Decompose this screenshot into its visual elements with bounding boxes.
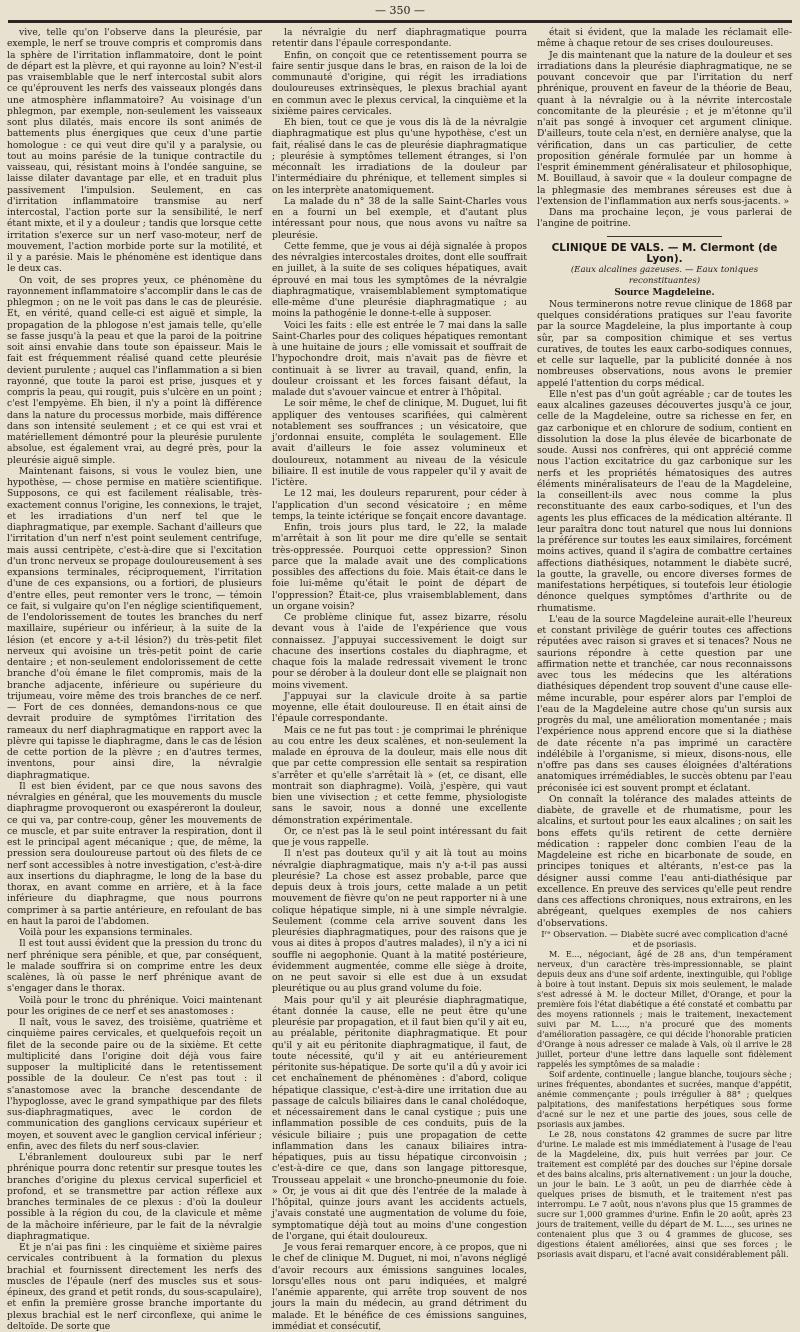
paragraph: On voit, de ses propres yeux, ce phénomène du rayonnement inflammatoire s'accomplir dans le cas de phlegmon ; on ne le voit pas dans le cas de pleurésie. Et, en vérité, quand celle-ci est aiguë et simple, la propagation de la phlogose n'est jamais telle, qu'elle se fasse jusqu'à la peau et que la paroi de la poitrine soit ainsi envahie dans toute son épaisseur. Mais le fait est fréquemment réalisé quand cette pleurésie devient purulente ; auquel cas l'inflammation a si bien rayonné, que toute la paroi est prise, jusques et y compris la peau, qui rougit, puis s'ulcère en un point ; c'est l'empyème. Eh bien, il n'y a point là différence dans la nature du processus morbide, mais différence dans son intensité seulement ; et ce qui est vrai et matériellement démontré pour la pleurésie purulente absolue, est également vrai, au degré près, pour la pleurésie aiguë simple. xyxy=(7,274,262,466)
paragraph: Enfin, trois jours plus tard, le 22, la malade m'arrêtait à son lit pour me dire qu'elle se sentait très-oppressée. Pourquoi cette oppression? Sinon parce que la malade avait une des complications possibles des affections du foie. Mais était-ce dans le foie lui-même qu'était le point de départ de l'oppression? Était-ce, plus vraisemblablement, dans un organe voisin? xyxy=(272,522,527,612)
paragraph: Il naît, vous le savez, des troisième, quatrième et cinquième paires cervicales, et quelquefois reçoit un filet de la seconde paire ou de la sixième. Et cette multiplicité dans l'origine doit déjà vous faire supposer la multiplicité dans le retentissement possible de la douleur. Ce n'est pas tout : il s'anastomose avec la branche descendante de l'hypoglosse, avec le grand sympathique par des filets sus-diaphragmatiques, avec le cordon de communication des ganglions cervicaux supérieur et moyen, et souvent avec le ganglion cervical inférieur ; enfin, avec des filets du nerf sous-clavier. xyxy=(7,1017,262,1152)
paragraph: Or, ce n'est pas là le seul point intéressant du fait que je vous rappelle. xyxy=(272,825,527,848)
paragraph: Voilà pour le tronc du phrénique. Voici maintenant pour les origines de ce nerf et ses anastomoses : xyxy=(7,994,262,1017)
section-title: Source Magdeleine. xyxy=(614,287,715,298)
observation-paragraph: Soif ardente, continuelle ; langue blanche, toujours sèche ; urines fréquentes, abondantes et sucrées, manque d'appétit, anémie commençante ; pouls irrégulier à 88° ; quelques palpitations, des manifestations herpétiques sous forme d'acné sur le nez et une partie des joues, sous celle de psoriasis aux jambes. xyxy=(537,1068,792,1129)
paragraph: Le soir même, le chef de clinique, M. Duguet, lui fit appliquer des ventouses scarifiées, qui calmèrent notablement ses souffrances ; un vésicatoire, que j'ordonnai ensuite, compléta le soulagement. Elle avait d'ailleurs le foie assez volumineux et douloureux, notamment au niveau de la vésicule biliaire. Il est inutile de vous rappeler qu'il y avait de l'ictère. xyxy=(272,398,527,488)
column-left xyxy=(7,27,262,1332)
paragraph: Le 12 mai, les douleurs reparurent, pour céder à l'application d'un second vésicatoire ; en même temps, la teinte ictérique se fonçait encore davantage. xyxy=(272,488,527,522)
paragraph: Il est tout aussi évident que la pression du tronc du nerf phrénique sera pénible, et que, par conséquent, le malade souffrira si on comprime entre les deux scalènes, là où passe le nerf phrénique avant de s'engager dans le thorax. xyxy=(7,938,262,995)
observation-title: Iʳᵉ Observation. — Diabète sucré avec complication d'acné et de psoriasis. xyxy=(541,928,788,949)
paragraph: Voilà pour les expansions terminales. xyxy=(19,927,193,938)
paragraph: Nous terminerons notre revue clinique de 1868 par quelques considérations pratiques sur l'eau favorite par la source Magdeleine, la plus importante à coup sûr, par sa composition chimique et ses vertus curatives, de toutes les eaux carbo-sodiques connues, et celle sur laquelle, par la publicité donnée à nos nombreuses observations, nous avons le premier appelé l'attention du corps médical. xyxy=(537,298,792,389)
paragraph: vive, telle qu'on l'observe dans la pleurésie, par exemple, le nerf se trouve compris et compromis dans la sphère de l'irritation inflammatoire, dont le point de départ est la plèvre, et qui rayonne au loin? N'est-il pas vraisemblable que le nerf intercostal subit alors ce qu'éprouvent les nerfs des vaisseaux plongés dans une atmosphère inflammatoire? Au voisinage d'un phlegmon, par exemple, non-seulement les vaisseaux sont plus dilatés, mais encore ils sont animés de battements plus énergiques que ceux d'une partie homologue : ce qui veut dire qu'il y a paralysie, ou tout au moins parésie de la tunique contractile du vaisseau, qui, résistant moins à l'ondée sanguine, se laisse dilater davantage par elle, et en traduit plus passivement l'impulsion. Seulement, en cas d'irritation inflammatoire transmise au nerf intercostal, l'action porte sur la sensibilité, le nerf étant mixte, et il y a douleur ; tandis que lorsque cette irritation s'exerce sur un nerf vaso-moteur, nerf de mouvement, l'action morbide porte sur la motilité, et il y a parésie. Mais le phénomène est identique dans le deux cas. xyxy=(7,27,262,275)
paragraph: L'eau de la source Magdeleine aurait-elle l'heureux et constant privilège de guérir toutes ces affections réputées avec raison si graves et si tenaces? Nous ne saurions répondre à cette question par une affirmation nette et tranchée, car nous reconnaissons avec tous les médecins que les altérations diathésiques dépendent trop souvent d'une cause elle-même incurable, pour espérer alors par l'emploi de l'eau de la Magdeleine autre chose qu'un sursis aux progrès du mal, une amélioration momentanée ; mais l'expérience nous apprend encore que si la diathèse de date récente n'a pas imprimé un caractère indélébile à l'organisme, si mieux, disons-nous, elle n'offre pas dans ses causes éloignées d'altérations anatomiques irrémédiables, le succès obtenu par l'eau préconisée ici est souvent prompt et éclatant. xyxy=(537,613,792,794)
observation-paragraph: M. E..., négociant, âgé de 28 ans, d'un tempérament nerveux, d'un caractère très-impressionnable, se plaint depuis deux ans d'une soif ardente, inextinguible, qui l'oblige à boire à tout instant. Depuis six mois seulement, le malade s'est adressé à M. le docteur Millet, d'Orange, et pour la première fois l'état diabétique a été constaté et combattu par des moyens rationnels ; mais le traitement, inexactement suivi par M. L...., n'a procuré que des moments d'amélioration passagère, ce qui décide l'honorable praticien d'Orange à nous adresser ce malade à Vals, où il arrive le 28 juillet, porteur d'une lettre dans laquelle sont fidèlement rappelés les symptômes de sa maladie : xyxy=(537,948,792,1069)
paragraph: Et je n'ai pas fini : les cinquième et sixième paires cervicales contribuent à la formation du plexus brachial et fournissent directement les nerfs des muscles de l'épaule (nerf des muscles sus et sous-épineux, des grand et petit ronds, du sous-scapulaire), et enfin la première grosse branche importante du plexus brachial est le nerf circonflexe, qui anime le deltoïde. De sorte que xyxy=(7,1242,262,1332)
paragraph: Elle n'est pas d'un goût agréable ; car de toutes les eaux alcalines gazeuses découvertes jusqu'à ce jour, celle de la Magdeleine, outre sa richesse en fer, en gaz carbonique et en chlorure de sodium, contient en dissolution la dose la plus élevée de bicarbonate de soude. Aussi nos confrères, qui ont apprécié comme nous l'action excitatrice du gaz carbonique sur les nerfs et les propriétés hématosiques des autres éléments minéralisateurs de l'eau de la Magdeleine, la conseillent-ils avec nous comme la plus reconstituante des eaux carbo-sodiques, et l'un des agents les plus efficaces de la médication altérante. Il leur paraîtra donc tout naturel que nous lui donnions la préférence sur toutes les eaux similaires, forcément moins actives, quand il s'agira de combattre certaines affections diathésiques, notamment le diabète sucré, la goutte, la gravelle, ou encore diverses formes de manifestations herpétiques, si toutefois leur étiologie dénonce quelques symptômes d'arthrite ou de rhumatisme. xyxy=(537,388,792,614)
paragraph: On connaît la tolérance des malades atteints de diabète, de gravelle et de rhumatisme, pour les alcalins, et surtout pour les eaux alcalines ; on sait les bons effets qu'ils retirent de cette dernière médication : rappeler donc combien l'eau de la Magdeleine est riche en bicarbonate de soude, en principes toniques et altérants, n'est-ce pas la désigner aussi comme l'eau anti-diathésique par excellence. En preuve des services qu'elle peut rendre dans ces affections chroniques, nous extrairons, en les abrégeant, quelques exemples de nos cahiers d'observations. xyxy=(537,793,792,929)
paragraph: La malade du n° 38 de la salle Saint-Charles vous en a fourni un bel exemple, et d'autant plus intéressant pour nous, que nous avons vu naître sa pleurésie. xyxy=(272,195,527,241)
observation-paragraph: Le 28, nous constatons 42 grammes de sucre par litre d'urine. Le malade est mis immédiatement à l'usage de l'eau de la Magdeleine, dix, puis huit verrées par jour. Ce traitement est complété par des douches sur l'épine dorsale et des bains alcalins, pris alternativement : un jour la douche, un jour le bain. Le 3 août, un peu de diarrhée cède à quelques prises de bismuth, et le traitement n'est pas interrompu. Le 7 août, nous n'avons plus que 15 grammes de sucre sur 1,000 grammes d'urine. Enfin le 20 août, après 23 jours de traitement, veille du départ de M. L...., ses urines ne contenaient plus que 3 ou 4 grammes de glucose, ses digestions étaient améliorées, ainsi que ses forces ; le psoriasis avait disparu, et l'acné avait considérablement pâli. xyxy=(537,1128,792,1259)
paragraph: était si évident, que la malade les réclamait elle-même à chaque retour de ses crises douloureuses. xyxy=(537,27,792,50)
paragraph: Dans ma prochaine leçon, je vous parlerai de l'angine de poitrine. xyxy=(537,207,792,230)
paragraph: L'ébranlement douloureux subi par le nerf phrénique pourra donc retentir sur presque toutes les branches d'origine du plexus cervical superficiel et profond, et se transmettre par action réflexe aux branches terminales de ce plexus : d'où la douleur possible à la région du cou, de la clavicule et même de la mâchoire inférieure, par le fait de la névralgie diaphragmatique. xyxy=(7,1152,262,1242)
paragraph: Il n'est pas douteux qu'il y ait là tout au moins névralgie diaphragmatique, mais n'y a-t-il pas aussi pleurésie? La chose est assez probable, parce que depuis deux à trois jours, cette malade a un petit mouvement de fièvre qu'on ne peut rapporter ni à une colique hépatique simple, ni à une simple névralgie. Seulement (comme cela arrive souvent dans les pleurésies diaphragmatiques, pour des raisons que je vous ai dites à propos d'autres malades), il n'y a ici ni souffle ni aegophonie. Quant à la matité postérieure, évidemment augmentée, comme elle siège à droite, on ne peut savoir si elle est due à un exsudat pleurétique ou au plus grand volume du foie. xyxy=(272,848,527,995)
article-heading: CLINIQUE DE VALS. — M. Clermont (de Lyon). xyxy=(551,241,778,265)
paragraph: la névralgie du nerf diaphragmatique pourra retentir dans l'épaule correspondante. xyxy=(272,27,527,50)
paragraph: Eh bien, tout ce que je vous dis là de la névralgie diaphragmatique est plus qu'une hypothèse, c'est un fait, réalisé dans le cas de pleurésie diaphragmatique ; pleurésie à symptômes tellement étranges, si l'on méconnaît les irradiations de la douleur par l'intermédiaire du phrénique, et tellement simples si on les interprète anatomiquement. xyxy=(272,117,527,196)
header-rule xyxy=(8,20,792,23)
paragraph: J'appuyai sur la clavicule droite à sa partie moyenne, elle était douloureuse. Il en était ainsi de l'épaule correspondante. xyxy=(272,690,527,725)
paragraph: Ce problème clinique fut, assez bizarre, résolu devant vous à l'aide de l'expérience que vous connaissez. J'appuyai successivement le doigt sur chacune des insertions costales du diaphragme, et chaque fois la malade redressait vivement le tronc pour se dérober à la douleur dont elle se plaignait non moins vivement. xyxy=(272,612,527,691)
paragraph: Mais ce ne fut pas tout : je comprimai le phrénique au cou entre les deux scalènes, et non-seulement la malade en éprouva de la douleur, mais elle nous dit que par cette compression elle sentait sa respiration s'arrêter et qu'elle s'arrêtait là » (et, ce disant, elle montrait son diaphragme). Voilà, j'espère, qui vaut bien une vivisection ; et cette femme, physiologiste sans le savoir, nous a donné une excellente démonstration expérimentale. xyxy=(272,724,527,826)
paragraph: Enfin, on conçoit que ce retentissement pourra se faire sentir jusque dans le bras, en raison de la loi de communauté d'origine, qui régit les irradiations douloureuses extrinsèques, le plexus brachial ayant en commun avec le plexus cervical, la cinquième et la sixième paires cervicales. xyxy=(272,49,527,117)
column-middle xyxy=(272,27,527,1332)
paragraph: Maintenant faisons, si vous le voulez bien, une hypothèse, — chose permise en matière scientifique. Supposons, ce qui est facilement réalisable, très-exactement connus l'origine, les connexions, le trajet, et les irradiations d'un nerf tel que le diaphragmatique, par exemple. Sachant d'ailleurs que l'irritation d'un nerf n'est point seulement centrifuge, mais aussi centripète, c'est-à-dire que si l'excitation d'un tronc nerveux se propage douloureusement à ses expansions terminales, réciproquement, l'irritation d'une de ces expansions, ou a fortiori, de plusieurs d'entre elles, peut remonter vers le tronc, — témoin ce fait, si vulgaire qu'on l'en néglige scientifiquement, de l'endolorissement de toutes les branches du nerf maxillaire, supérieur ou inférieur, à la suite de la lésion (et encore y a-t-il lésion?) du très-petit filet nerveux qui avoisine un très-petit point de carie dentaire ; et non-seulement endolorissement de cette branche d'où émane le filet compromis, mais de la branche adjacente, inférieure ou supérieure du trijumeau, voire même des trois branches de ce nerf. — Fort de ces données, demandons-nous ce que devrait produire de symptômes l'irritation des rameaux du nerf diaphragmatique en rapport avec la plèvre qui tapisse le diaphragme, dans le cas de lésion de cette portion de la plèvre ; en d'autres termes, inventons, pour ainsi dire, la névralgie diaphragmatique. xyxy=(7,465,262,781)
column-right xyxy=(537,27,792,1259)
paragraph: Cette femme, que je vous ai déjà signalée à propos des névralgies intercostales droites, dont elle souffrait en juillet, à la suite de ses coliques hépatiques, avait éprouvé en mai tous les symptômes de la névralgie diaphragmatique, vraisemblablement symptomatique elle-même d'une pleurésie diaphragmatique ; au moins la pathogénie le donne-t-elle à supposer. xyxy=(272,240,527,320)
section-divider xyxy=(607,236,722,237)
paragraph: Il est bien évident, par ce que nous savons des névralgies en général, que les mouvements du muscle diaphragme provoqueront ou exaspéreront la douleur, ce qui va, par contre-coup, gêner les mouvements de ce muscle, et par suite entraver la respiration, dont il est le principal agent mécanique ; que, de même, la pression sera douloureuse partout où des filets de ce nerf sont accessibles à notre investigation, c'est-à-dire aux insertions du diaphragme, le long de la base du thorax, en avant comme en arrière, et à la face inférieure du diaphragme, que nous pourrons comprimer à sa partie antérieure, en refoulant de bas en haut la paroi de l'abdomen. xyxy=(7,780,262,927)
article-subheading: (Eaux alcalines gazeuses. — Eaux toniques reconstituantes) xyxy=(570,265,759,287)
paragraph: Je dis maintenant que la nature de la douleur et ses irradiations dans la pleurésie diaphragmatique, ne se pouvant concevoir que par l'irritation du nerf phrénique, prouvent en faveur de la théorie de Beau, quant à la névralgie ou à la névrite intercostale concomitante de la pleurésie ; et je m'étonne qu'il n'ait pas songé à invoquer cet argument clinique. D'ailleurs, toute cela n'est, en dernière analyse, que la vérification, dans un cas particulier, de cette proposition générale formulée par un homme à l'esprit éminemment généralisateur et philosophique, M. Bouillaud, à savoir que « la douleur compagne de la phlegmasie des membranes séreuses est due à l'extension de l'inflammation aux nerfs sous-jacents. » xyxy=(537,49,792,207)
paragraph: Mais pour qu'il y ait pleurésie diaphragmatique, étant donnée la cause, elle ne peut être qu'une pleurésie par propagation, et il faut bien qu'il y ait eu, au préalable, péritonite diaphragmatique. Et pour qu'il y ait eu péritonite diaphragmatique, il faut, de toute nécessité, qu'il y ait eu antérieurement péritonite sus-hépatique. De sorte qu'il a dû y avoir ici cet enchaînement de phénomènes : d'abord, colique hépatique classique, c'est-à-dire une irritation due au passage de calculs biliaires dans le canal cholédoque, et nécessairement dans le canal cystique ; puis une inflammation possible de ces conduits, puis de la vésicule biliaire ; puis une propagation de cette inflammation dans les canaux biliaires intra-hépatiques, puis au tissu hépatique circonvoisin ; c'est-à-dire ce que, dans son langage pittoresque, Trousseau appelait « une broncho-pneumonie du foie. » Or, je vous ai dit que dès l'entrée de la malade à l'hôpital, quinze jours avant les accidents actuels, j'avais constaté une augmentation de volume du foie, symptomatique déjà tout au moins d'une congestion de l'organe, qui était douloureux. xyxy=(272,994,527,1242)
page-number: — 350 — xyxy=(375,4,425,17)
paragraph: Voici les faits : elle est entrée le 7 mai dans la salle Saint-Charles pour des coliques hépatiques remontant à une huitaine de jours ; elle vomissait et souffrait de l'hypochondre droit, mais n'avait pas de fièvre et continuait à se livrer au travail, quand, enfin, la douleur croissant et les forces faisant défaut, la malade dut s'avouer vaincue et entrer à l'hôpital. xyxy=(272,319,527,398)
paragraph: Je vous ferai remarquer encore, à ce propos, que ni le chef de clinique M. Duguet, ni moi, n'avons négligé d'avoir recours aux émissions sanguines locales, lorsqu'elles nous ont paru indiquées, et malgré l'anémie apparente, qui arrête trop souvent de nos jours la main du médecin, au grand détriment du malade. Et le bénéfice de ces émissions sanguines, immédiat et consécutif, xyxy=(272,1242,527,1332)
